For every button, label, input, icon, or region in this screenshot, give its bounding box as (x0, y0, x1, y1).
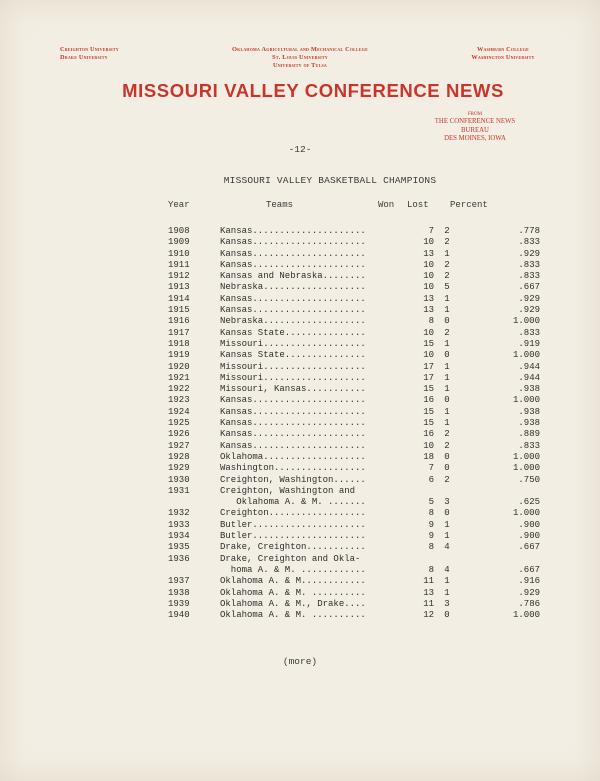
table-row (168, 531, 550, 542)
year-cell: 1925 (168, 418, 190, 429)
won-cell: 13 (423, 305, 434, 316)
team-cell: Creighton.................. (220, 508, 366, 519)
year-cell (168, 497, 220, 508)
won-cell: 17 (423, 372, 434, 383)
won-cell: 5 (428, 497, 434, 508)
table-row (168, 429, 550, 440)
school-name: University of Tulsa (272, 62, 328, 69)
lost-cell: 1 (444, 361, 450, 372)
year-cell: 1931 (168, 485, 190, 496)
percent-cell: .889 (518, 429, 540, 440)
won-cell: 16 (423, 429, 434, 440)
table-row (168, 520, 550, 531)
lost-cell: 1 (444, 384, 450, 395)
year-cell: 1938 (168, 587, 190, 598)
table-row (168, 373, 550, 384)
percent-cell: .667 (518, 564, 540, 575)
lost-cell (434, 554, 460, 565)
table-row (168, 565, 550, 576)
percent-cell: 1.000 (512, 463, 540, 474)
won-cell: 15 (423, 406, 434, 417)
won-cell: 7 (428, 226, 434, 236)
team-cell: Drake, Creighton........... (220, 542, 366, 553)
school-name: Drake University (60, 54, 108, 61)
lost-cell: 4 (444, 542, 450, 553)
team-cell: Missouri, Kansas........... (220, 384, 366, 395)
team-cell: Kansas..................... (220, 226, 366, 236)
won-cell: 15 (423, 338, 434, 349)
school-name: Washington University (471, 54, 535, 61)
won-cell: 16 (423, 395, 434, 406)
column-header-won: Won (378, 200, 395, 210)
percent-cell (460, 486, 550, 497)
lost-cell: 2 (444, 429, 450, 440)
page-number: -12- (288, 144, 312, 155)
won-cell: 15 (423, 384, 434, 395)
lost-cell: 0 (444, 610, 450, 621)
won-cell: 10 (423, 237, 434, 248)
won-cell: 15 (423, 418, 434, 429)
won-cell (418, 554, 434, 565)
lost-cell: 1 (444, 418, 450, 429)
percent-cell: .833 (518, 440, 540, 451)
table-row (168, 407, 550, 418)
won-cell: 10 (423, 259, 434, 270)
lost-cell: 2 (444, 440, 450, 451)
year-cell: 1911 (168, 259, 190, 270)
lost-cell: 2 (444, 259, 450, 270)
team-cell: Kansas..................... (220, 248, 366, 259)
year-cell: 1933 (168, 519, 190, 530)
team-cell: Butler..................... (220, 519, 366, 530)
champions-table (168, 226, 550, 621)
won-cell: 8 (428, 542, 434, 553)
percent-cell: 1.000 (512, 451, 540, 462)
team-cell: Kansas..................... (220, 293, 366, 304)
document-title: MISSOURI VALLEY BASKETBALL CHAMPIONS (223, 175, 437, 186)
table-row (168, 588, 550, 599)
table-row (168, 271, 550, 282)
masthead-title: MISSOURI VALLEY CONFERENCE NEWS (122, 80, 504, 101)
lost-cell: 2 (444, 237, 450, 248)
percent-cell: 1.000 (512, 508, 540, 519)
team-cell: Kansas State............... (220, 350, 366, 361)
year-cell: 1932 (168, 508, 190, 519)
percent-cell: 1.000 (512, 395, 540, 406)
continued-marker: (more) (282, 656, 318, 667)
team-cell: Kansas..................... (220, 440, 366, 451)
table-row (168, 226, 550, 237)
year-cell: 1930 (168, 474, 190, 485)
lost-cell (434, 486, 460, 497)
team-cell: Oklahoma A. & M. ....... (220, 497, 366, 508)
table-row (168, 554, 550, 565)
table-row (168, 418, 550, 429)
table-row (168, 576, 550, 587)
won-cell: 17 (423, 361, 434, 372)
year-cell: 1939 (168, 598, 190, 609)
lost-cell: 1 (444, 338, 450, 349)
lost-cell: 0 (444, 316, 450, 327)
percent-cell: .938 (518, 384, 540, 395)
won-cell: 10 (423, 350, 434, 361)
table-row (168, 475, 550, 486)
lost-cell: 1 (444, 248, 450, 259)
year-cell: 1934 (168, 531, 190, 542)
percent-cell: .900 (518, 519, 540, 530)
table-row (168, 305, 550, 316)
table-row (168, 260, 550, 271)
table-row (168, 441, 550, 452)
percent-cell: .929 (518, 587, 540, 598)
lost-cell: 1 (444, 576, 450, 587)
team-cell: Oklahoma A. & M............ (220, 576, 366, 587)
lost-cell: 0 (444, 463, 450, 474)
percent-cell: .667 (518, 282, 540, 293)
year-cell: 1940 (168, 610, 190, 621)
team-cell: Missouri................... (220, 361, 366, 372)
team-cell: Oklahoma A. & M. .......... (220, 610, 366, 621)
team-cell: Washington................. (220, 463, 366, 474)
table-row (168, 339, 550, 350)
year-cell: 1915 (168, 305, 190, 316)
team-cell: Nebraska................... (220, 282, 366, 293)
lost-cell: 1 (444, 406, 450, 417)
table-row (168, 316, 550, 327)
won-cell: 10 (423, 271, 434, 282)
won-cell: 12 (423, 610, 434, 621)
won-cell: 9 (428, 531, 434, 542)
team-cell: Butler..................... (220, 531, 366, 542)
column-header-lost: Lost (407, 200, 429, 210)
year-cell: 1923 (168, 395, 190, 406)
bureau-from: FROM (467, 112, 483, 117)
percent-cell: .833 (518, 327, 540, 338)
column-header-teams: Teams (266, 200, 294, 210)
school-name: Washburn College (476, 46, 530, 53)
header-left-schools (60, 46, 119, 62)
won-cell: 11 (423, 598, 434, 609)
won-cell: 7 (428, 463, 434, 474)
percent-cell: .625 (518, 497, 540, 508)
percent-cell: .938 (518, 406, 540, 417)
won-cell (418, 486, 434, 497)
team-cell: Creighton, Washington...... (220, 474, 366, 485)
won-cell: 10 (423, 282, 434, 293)
year-cell: 1927 (168, 440, 190, 451)
team-cell: Kansas..................... (220, 305, 366, 316)
lost-cell: 3 (444, 598, 450, 609)
percent-cell: .944 (518, 372, 540, 383)
percent-cell: .833 (518, 271, 540, 282)
won-cell: 11 (423, 576, 434, 587)
lost-cell: 5 (444, 282, 450, 293)
team-cell: Oklahoma................... (220, 451, 366, 462)
table-row (168, 463, 550, 474)
year-cell: 1921 (168, 372, 190, 383)
percent-cell: .929 (518, 293, 540, 304)
percent-cell: .929 (518, 305, 540, 316)
school-name: Oklahoma Agricultural and Mechanical College (232, 46, 368, 53)
lost-cell: 3 (444, 497, 450, 508)
table-row (168, 282, 550, 293)
table-row (168, 452, 550, 463)
year-cell: 1937 (168, 576, 190, 587)
school-name: St. Louis University (272, 54, 328, 61)
won-cell: 8 (428, 508, 434, 519)
won-cell: 8 (428, 316, 434, 327)
won-cell: 13 (423, 587, 434, 598)
table-row (168, 542, 550, 553)
table-row (168, 610, 550, 621)
team-cell: Oklahoma A. & M. .......... (220, 587, 366, 598)
team-cell: Missouri................... (220, 372, 366, 383)
percent-cell: .786 (518, 598, 540, 609)
lost-cell: 1 (444, 372, 450, 383)
team-cell: Kansas..................... (220, 418, 366, 429)
won-cell: 8 (428, 564, 434, 575)
lost-cell: 0 (444, 395, 450, 406)
won-cell: 13 (423, 248, 434, 259)
percent-cell: .944 (518, 361, 540, 372)
percent-cell: 1.000 (512, 350, 540, 361)
table-row (168, 497, 550, 508)
lost-cell: 1 (444, 531, 450, 542)
won-cell: 10 (423, 440, 434, 451)
champions-table-body (168, 226, 550, 621)
won-cell: 6 (428, 474, 434, 485)
year-cell: 1928 (168, 451, 190, 462)
year-cell: 1917 (168, 327, 190, 338)
percent-cell: 1.000 (512, 610, 540, 621)
year-cell: 1913 (168, 282, 190, 293)
bureau-line-2: DES MOINES, IOWA (444, 135, 506, 143)
percent-cell: .778 (518, 226, 540, 236)
team-cell: Kansas State............... (220, 327, 366, 338)
header-right-schools (448, 46, 558, 62)
lost-cell: 0 (444, 451, 450, 462)
team-cell: Nebraska................... (220, 316, 366, 327)
year-cell (168, 565, 220, 576)
table-row (168, 328, 550, 339)
lost-cell: 0 (444, 350, 450, 361)
percent-cell: 1.000 (512, 316, 540, 327)
bureau-line-1: THE CONFERENCE NEWS BUREAU (434, 118, 516, 134)
lost-cell: 2 (444, 226, 450, 236)
year-cell: 1935 (168, 542, 190, 553)
table-row (168, 395, 550, 406)
team-cell: Kansas..................... (220, 259, 366, 270)
year-cell: 1908 (168, 226, 190, 236)
team-cell: Drake, Creighton and Okla- (220, 553, 361, 564)
team-cell: Kansas..................... (220, 406, 366, 417)
team-cell: homa A. & M. ............ (220, 564, 366, 575)
percent-cell: .929 (518, 248, 540, 259)
lost-cell: 0 (444, 508, 450, 519)
lost-cell: 4 (444, 564, 450, 575)
year-cell: 1919 (168, 350, 190, 361)
year-cell: 1909 (168, 237, 190, 248)
year-cell: 1929 (168, 463, 190, 474)
header-center-schools (200, 46, 400, 70)
lost-cell: 1 (444, 305, 450, 316)
year-cell: 1914 (168, 293, 190, 304)
team-cell: Kansas..................... (220, 237, 366, 248)
team-cell: Missouri................... (220, 338, 366, 349)
news-bureau-block (420, 112, 530, 144)
team-cell: Creighton, Washington and (220, 485, 356, 496)
year-cell: 1936 (168, 553, 190, 564)
year-cell: 1918 (168, 338, 190, 349)
column-header-percent: Percent (450, 200, 488, 210)
table-row (168, 294, 550, 305)
column-header-year: Year (168, 200, 190, 210)
table-row (168, 237, 550, 248)
won-cell: 18 (423, 451, 434, 462)
lost-cell: 2 (444, 271, 450, 282)
school-name: Creighton University (60, 46, 119, 53)
team-cell: Kansas and Nebraska........ (220, 271, 366, 282)
percent-cell: .919 (518, 338, 540, 349)
year-cell: 1922 (168, 384, 190, 395)
year-cell: 1924 (168, 406, 190, 417)
year-cell: 1912 (168, 271, 190, 282)
percent-cell: .916 (518, 576, 540, 587)
lost-cell: 2 (444, 327, 450, 338)
table-row (168, 362, 550, 373)
won-cell: 10 (423, 327, 434, 338)
year-cell: 1920 (168, 361, 190, 372)
percent-cell: .900 (518, 531, 540, 542)
table-row (168, 599, 550, 610)
team-cell: Kansas..................... (220, 395, 366, 406)
table-row (168, 384, 550, 395)
team-cell: Kansas..................... (220, 429, 366, 440)
percent-cell: .750 (518, 474, 540, 485)
percent-cell: .833 (518, 259, 540, 270)
team-cell: Oklahoma A. & M., Drake.... (220, 598, 366, 609)
lost-cell: 1 (444, 519, 450, 530)
year-cell: 1916 (168, 316, 190, 327)
percent-cell: .667 (518, 542, 540, 553)
year-cell: 1910 (168, 248, 190, 259)
percent-cell: .833 (518, 237, 540, 248)
table-row (168, 486, 550, 497)
percent-cell: .938 (518, 418, 540, 429)
percent-cell (460, 554, 550, 565)
year-cell: 1926 (168, 429, 190, 440)
table-row (168, 508, 550, 519)
lost-cell: 1 (444, 293, 450, 304)
lost-cell: 2 (444, 474, 450, 485)
table-row (168, 249, 550, 260)
table-row (168, 350, 550, 361)
lost-cell: 1 (444, 587, 450, 598)
won-cell: 13 (423, 293, 434, 304)
won-cell: 9 (428, 519, 434, 530)
